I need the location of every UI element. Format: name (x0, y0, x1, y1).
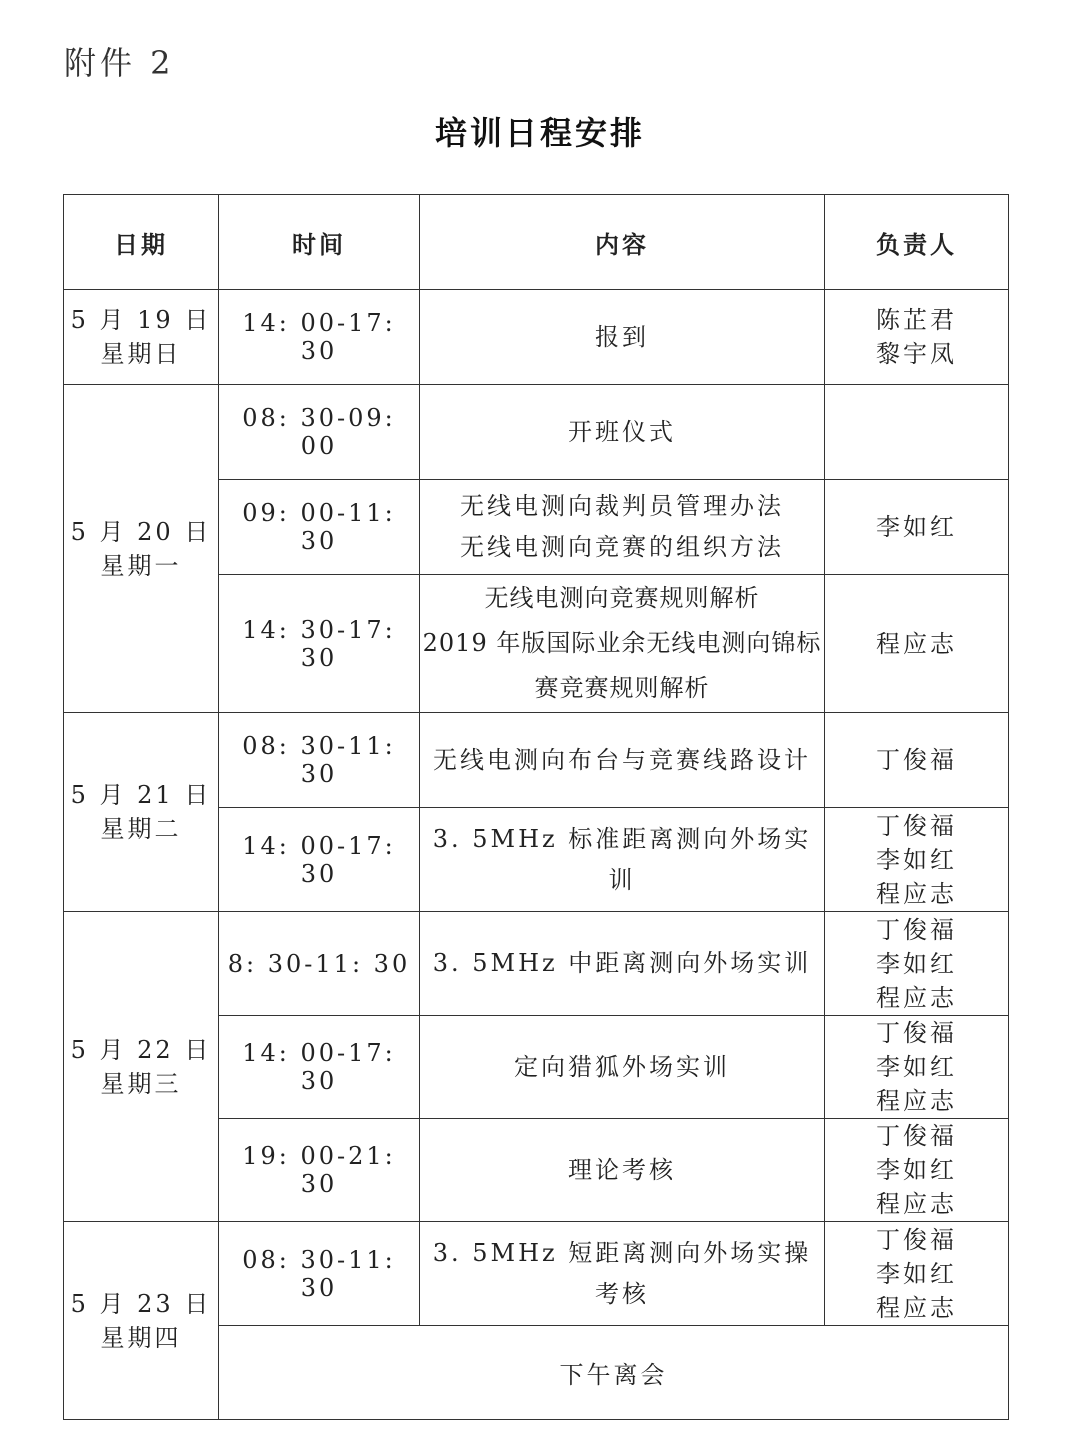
date-cell (64, 385, 219, 713)
weekday-text: 星期二 (100, 815, 182, 843)
person-cell (825, 808, 1009, 912)
weekday-text: 星期三 (100, 1069, 182, 1098)
header-person: 负责人 (825, 195, 1009, 290)
person-name: 丁俊福 (876, 746, 957, 774)
date-cell (64, 912, 219, 1222)
person-cell (825, 385, 1009, 480)
person-name: 丁俊福 (876, 1019, 957, 1047)
person-name: 李如红 (876, 513, 957, 541)
date-cell (64, 1222, 219, 1420)
time-cell: 09: 00-11: 30 (219, 480, 420, 575)
content-line: 开班仪式 (568, 417, 676, 446)
table-row (64, 713, 1009, 808)
annex-label: 附件 2 (64, 44, 175, 82)
table-row (64, 385, 1009, 480)
content-line: 3. 5MHz 标准距离测向外场实训 (432, 824, 812, 894)
weekday-text: 星期日 (100, 340, 182, 368)
content-cell (420, 1016, 825, 1119)
content-cell (420, 713, 825, 808)
person-name: 程应志 (876, 879, 957, 908)
time-cell: 8: 30-11: 30 (219, 912, 420, 1016)
date-cell (64, 290, 219, 385)
person-name: 黎宇凤 (876, 340, 957, 368)
header-date: 日期 (64, 195, 219, 290)
time-cell: 14: 30-17: 30 (219, 575, 420, 713)
content-cell (420, 290, 825, 385)
person-name: 李如红 (876, 1156, 957, 1184)
content-cell (420, 1222, 825, 1326)
content-line: 报到 (595, 322, 649, 351)
content-line: 2019 年版国际业余无线电测向锦标 (422, 629, 822, 657)
person-cell (825, 912, 1009, 1016)
person-name: 陈芷君 (876, 306, 957, 334)
person-name: 丁俊福 (876, 915, 957, 944)
content-line: 无线电测向布台与竞赛线路设计 (433, 745, 811, 774)
content-cell (420, 808, 825, 912)
content-line: 赛竞赛规则解析 (534, 674, 710, 702)
person-cell (825, 575, 1009, 713)
content-cell (420, 912, 825, 1016)
person-name: 丁俊福 (876, 1122, 957, 1150)
content-line: 理论考核 (568, 1155, 676, 1184)
table-row (64, 290, 1009, 385)
time-cell: 14: 00-17: 30 (219, 290, 420, 385)
time-cell: 14: 00-17: 30 (219, 1016, 420, 1119)
content-cell (420, 480, 825, 575)
time-cell: 08: 30-09: 00 (219, 385, 420, 480)
person-name: 程应志 (876, 983, 957, 1012)
departure-note: 下午离会 (219, 1326, 1009, 1420)
person-name: 程应志 (876, 1087, 957, 1115)
content-cell (420, 575, 825, 713)
date-cell (64, 713, 219, 912)
header-content: 内容 (420, 195, 825, 290)
date-text: 5 月 21 日 (70, 781, 212, 809)
time-cell: 19: 00-21: 30 (219, 1119, 420, 1222)
person-cell (825, 1016, 1009, 1119)
person-name: 程应志 (876, 1190, 957, 1218)
content-line: 无线电测向竞赛的组织方法 (460, 533, 784, 561)
page-title: 培训日程安排 (434, 114, 645, 152)
person-cell (825, 290, 1009, 385)
content-line: 3. 5MHz 中距离测向外场实训 (432, 949, 812, 977)
person-name: 李如红 (876, 949, 957, 978)
date-text: 5 月 22 日 (70, 1035, 212, 1064)
time-cell: 08: 30-11: 30 (219, 1222, 420, 1326)
content-cell (420, 1119, 825, 1222)
date-text: 5 月 19 日 (70, 306, 212, 334)
person-cell (825, 1222, 1009, 1326)
person-name: 李如红 (876, 845, 957, 874)
time-cell: 08: 30-11: 30 (219, 713, 420, 808)
table-row (64, 912, 1009, 1016)
content-line: 3. 5MHz 短距离测向外场实操考核 (432, 1238, 812, 1308)
person-name: 李如红 (876, 1053, 957, 1081)
person-name: 程应志 (876, 629, 957, 658)
header-row (64, 195, 1009, 290)
time-cell: 14: 00-17: 30 (219, 808, 420, 912)
date-text: 5 月 20 日 (70, 517, 212, 546)
header-time: 时间 (219, 195, 420, 290)
person-cell (825, 1119, 1009, 1222)
content-line: 无线电测向竞赛规则解析 (484, 584, 760, 612)
person-name: 丁俊福 (876, 1225, 957, 1254)
person-cell (825, 480, 1009, 575)
schedule-table (63, 194, 1009, 1420)
person-name: 李如红 (876, 1259, 957, 1288)
date-text: 5 月 23 日 (70, 1289, 212, 1318)
table-row (64, 1222, 1009, 1326)
weekday-text: 星期一 (100, 551, 182, 580)
content-line: 无线电测向裁判员管理办法 (460, 492, 784, 520)
person-name: 丁俊福 (876, 811, 957, 840)
person-cell (825, 713, 1009, 808)
person-name: 程应志 (876, 1293, 957, 1322)
weekday-text: 星期四 (100, 1323, 182, 1352)
content-line: 定向猎狐外场实训 (514, 1052, 730, 1081)
content-cell (420, 385, 825, 480)
